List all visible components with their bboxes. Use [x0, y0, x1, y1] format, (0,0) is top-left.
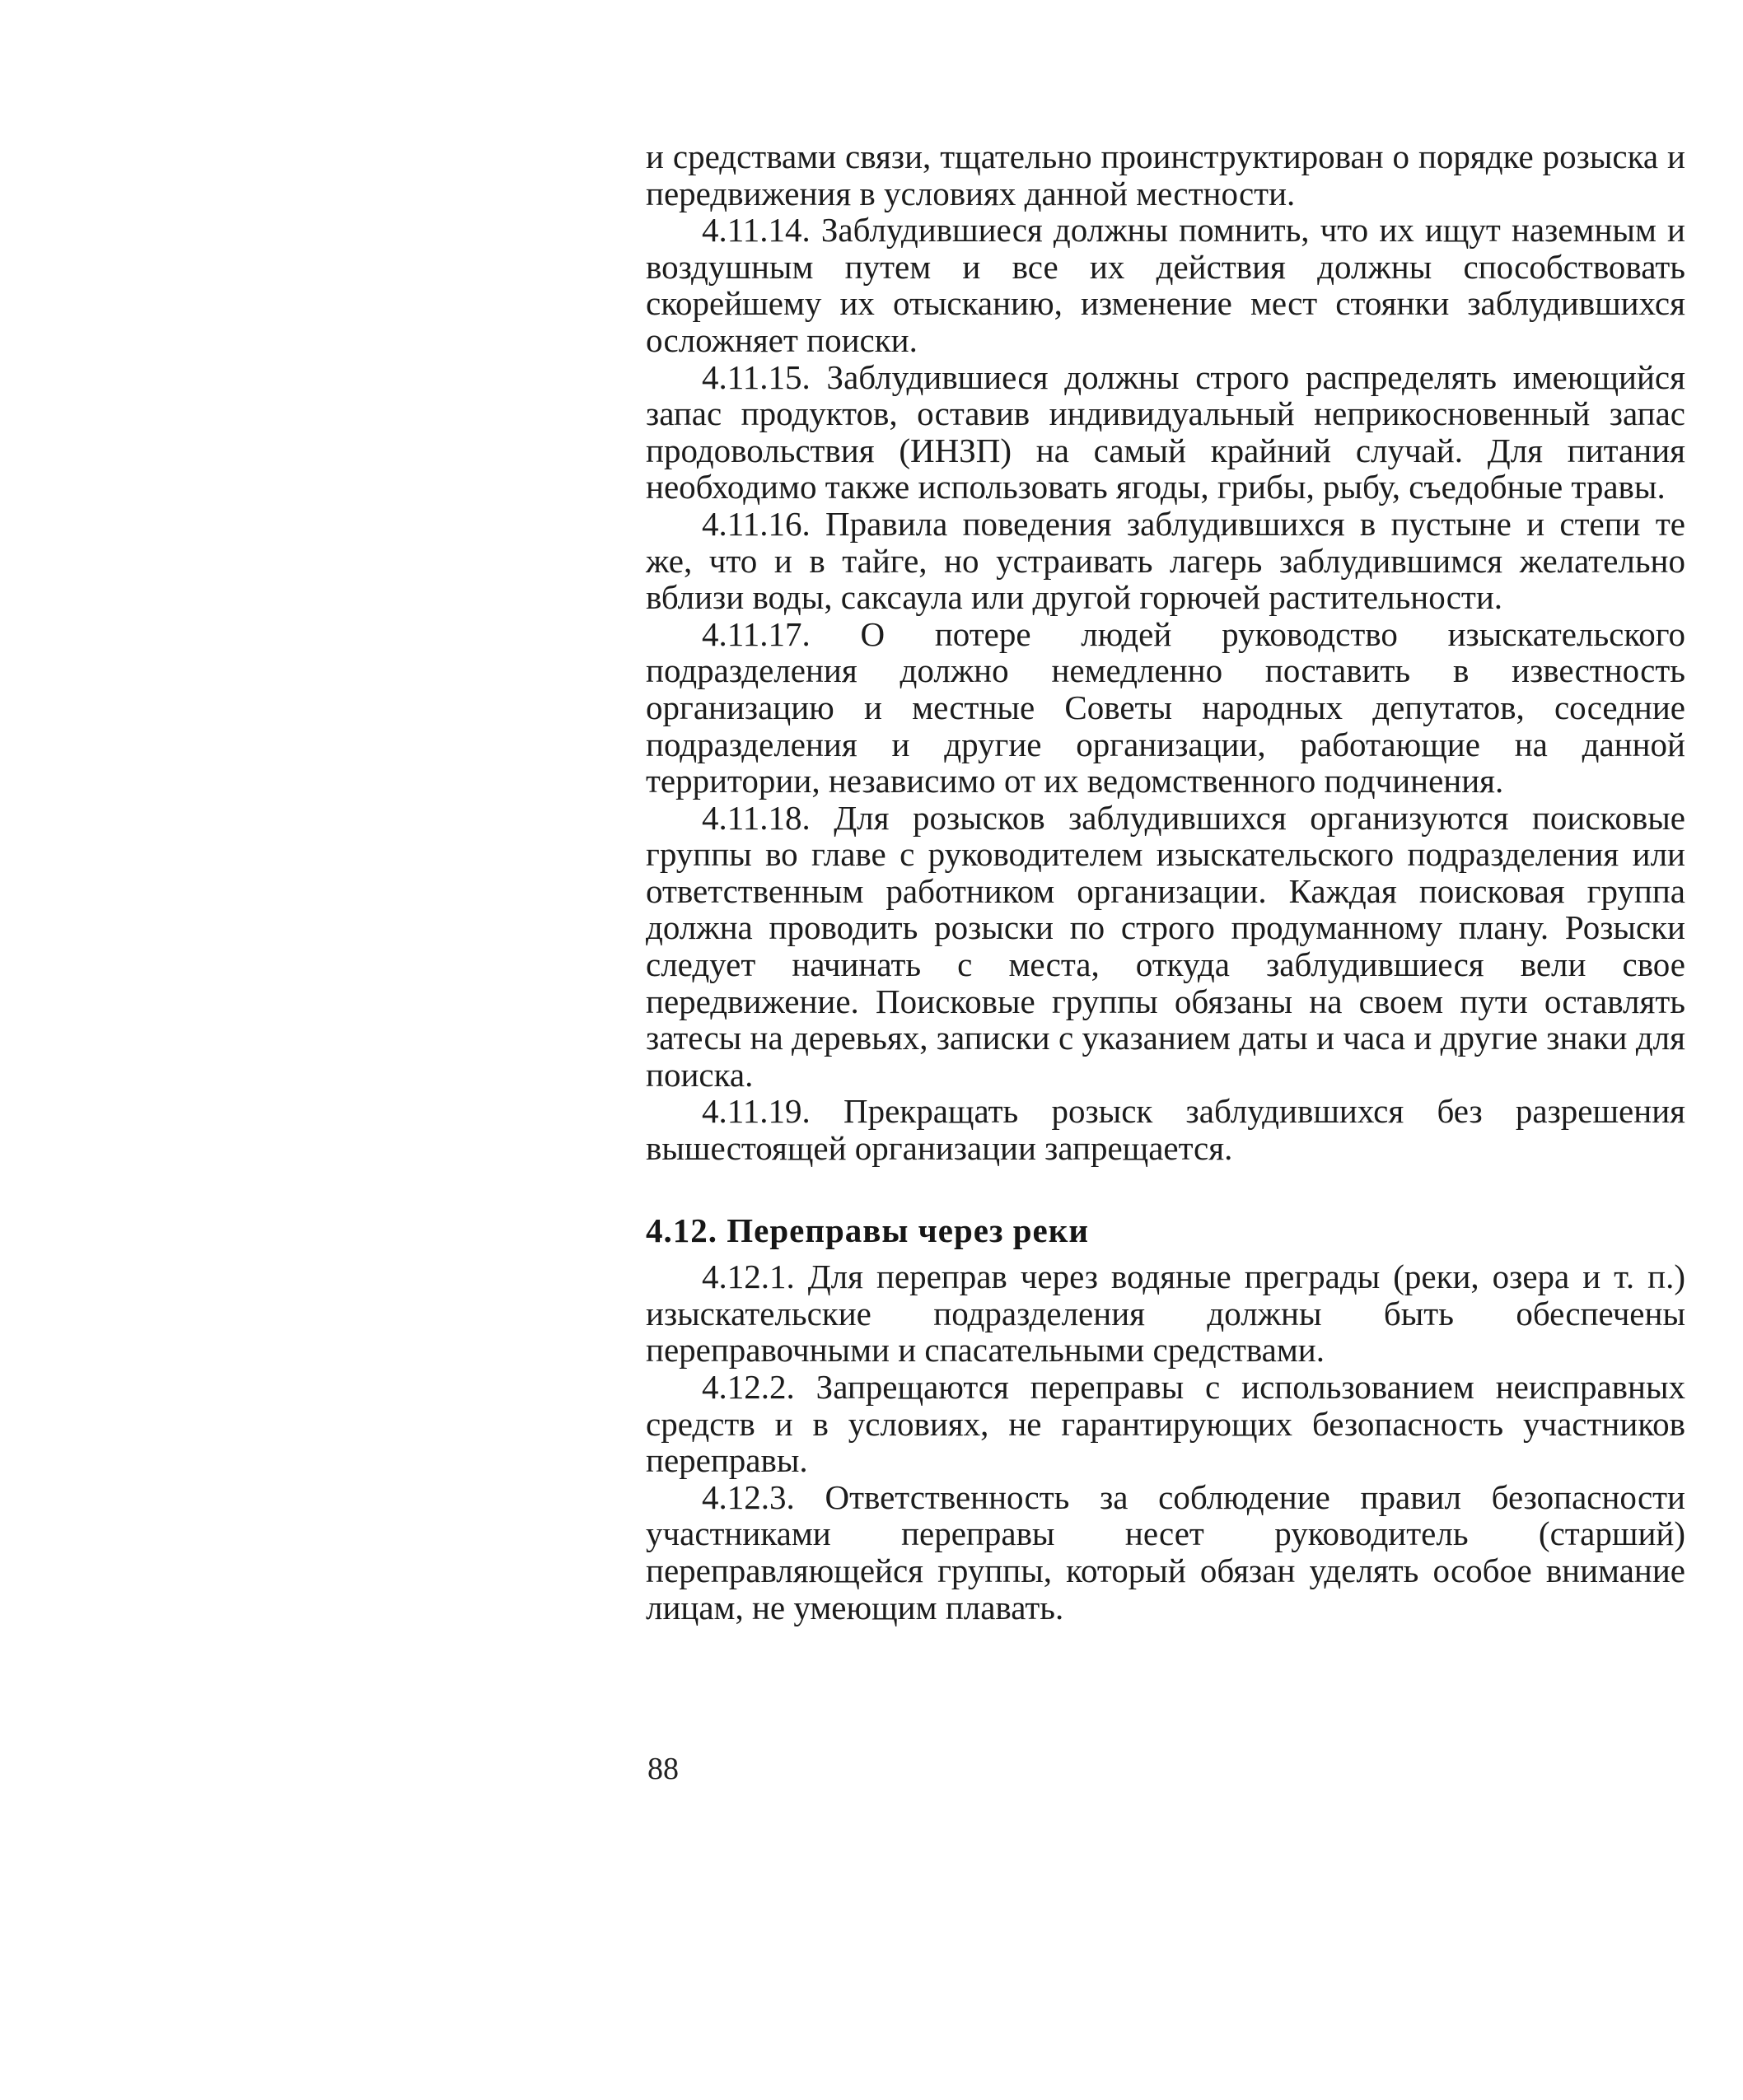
paragraph-4-11-14: 4.11.14. Заблудившиеся должны помнить, что их ищут наземным и воздушным путем и все их действия должны способствовать скорейшему их отысканию, изменение мест стоянки заблудившихся осложняет поиски. [646, 211, 1685, 359]
paragraph-4-11-15: 4.11.15. Заблудившиеся должны строго распределять имеющийся запас продуктов, оставив индивидуальный неприкосновенный запас продовольствия (ИНЗП) на самый крайний случай. Для питания необходимо также использовать ягоды, грибы, рыбу, съедобные травы. [646, 357, 1685, 506]
section-heading: 4.12. Переправы через реки [646, 1211, 1089, 1249]
body-text [646, 138, 1685, 1626]
paragraph-4-12-2: 4.12.2. Запрещаются переправы с использованием неисправных средств и в условиях, не гарантирующих безопасность участников переправы. [646, 1368, 1685, 1480]
page-number: 88 [647, 1752, 679, 1786]
paragraph-4-12-3: 4.12.3. Ответственность за соблюдение правил безопасности участниками переправы несет руководитель (старший) переправляющейся группы, который обязан уделять особое внимание лицам, не умеющим плавать. [646, 1477, 1685, 1626]
paragraph-4-11-19: 4.11.19. Прекращать розыск заблудившихся без разрешения вышестоящей организации запрещается. [646, 1092, 1685, 1168]
paragraph-4-11-16: 4.11.16. Правила поведения заблудившихся в пустыне и степи те же, что и в тайге, но устраивать лагерь заблудившимся желательно вблизи воды, саксаула или другой горючей растительности. [646, 504, 1685, 617]
paragraph-4-11-18: 4.11.18. Для розысков заблудившихся организуются поисковые группы во главе с руководителем изыскательского подразделения или ответственным работником организации. Каждая поисковая группа должна проводить розыски по строго продуманному плану. Розыски следует начинать с места, откуда заблудившиеся вели свое передвижение. Поисковые группы обязаны на своем пути оставлять затесы на деревьях, записки с указанием даты и часа и другие знаки для поиска. [646, 798, 1685, 1094]
paragraph-intro: и средствами связи, тщательно проинструктирован о порядке розыска и передвижения в условиях данной местности. [646, 138, 1685, 212]
paragraph-4-12-1: 4.12.1. Для переправ через водяные преграды (реки, озера и т. п.) изыскательские подразделения должны быть обеспечены переправочными и спасательными средствами. [646, 1258, 1685, 1370]
paragraph-4-11-17: 4.11.17. О потере людей руководство изыскательского подразделения должно немедленно поставить в известность организацию и местные Советы народных депутатов, соседние подразделения и другие организации, работающие на данной территории, независимо от их ведомственного подчинения. [646, 614, 1685, 800]
